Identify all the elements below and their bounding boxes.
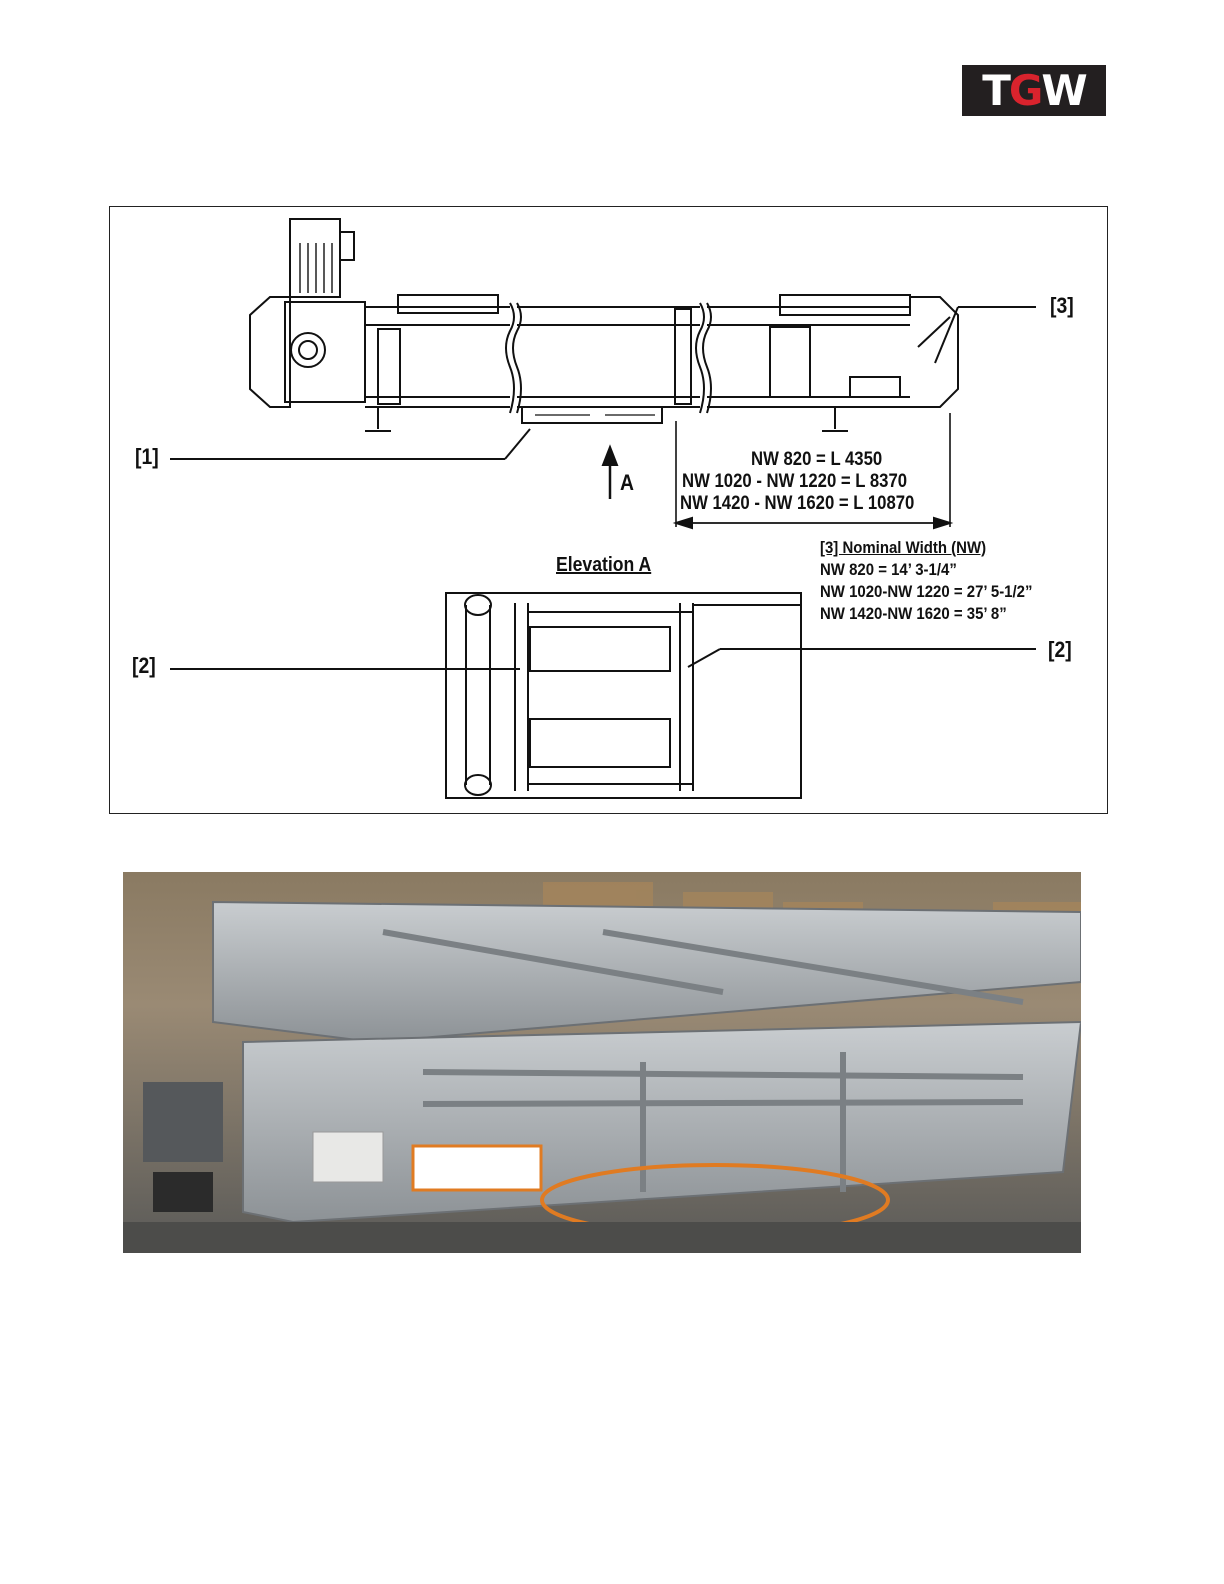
motor-fins bbox=[300, 243, 332, 293]
end-drum bbox=[466, 605, 490, 785]
frame-post-left bbox=[378, 329, 400, 404]
tail-end-housing bbox=[910, 297, 958, 407]
callout-1: [1] bbox=[135, 444, 159, 469]
nominal-width-title: [3] Nominal Width (NW) bbox=[820, 538, 987, 557]
conveyor-photo-illustration bbox=[123, 872, 1081, 1253]
frame-box-right bbox=[770, 327, 810, 397]
length-line-2: NW 1020 - NW 1220 = L 8370 bbox=[682, 471, 908, 492]
cross-members bbox=[528, 605, 801, 784]
frame-rails-right bbox=[707, 307, 910, 407]
conveyor-photo bbox=[123, 872, 1081, 1253]
dim-arrow-left bbox=[676, 518, 692, 528]
foot-left bbox=[365, 407, 391, 431]
nominal-width-line-2: NW 1020-NW 1220 = 27’ 5-1/2” bbox=[820, 582, 1033, 601]
length-line-3: NW 1420 - NW 1620 = L 10870 bbox=[680, 493, 915, 514]
motor-opening bbox=[153, 1172, 213, 1212]
frame-post-mid bbox=[675, 309, 691, 404]
roller-top bbox=[465, 595, 491, 615]
frame-rails-left bbox=[365, 307, 510, 407]
tgw-logo: T G W bbox=[962, 65, 1106, 116]
callout-2-right: [2] bbox=[1048, 637, 1072, 662]
elevation-title: Elevation A bbox=[556, 554, 652, 576]
callout-3: [3] bbox=[1050, 293, 1074, 318]
foot-right bbox=[822, 407, 848, 431]
sensor-block bbox=[850, 377, 900, 397]
nominal-width-line-3: NW 1420-NW 1620 = 35’ 8” bbox=[820, 604, 1007, 623]
nominal-width-line-1: NW 820 = 14’ 3-1/4” bbox=[820, 560, 957, 579]
motor-unit bbox=[143, 1082, 223, 1162]
drive-pulley-hub bbox=[299, 341, 317, 359]
dim-arrow-right bbox=[934, 518, 950, 528]
leader-3-tip bbox=[935, 307, 958, 363]
roller-bottom bbox=[465, 775, 491, 795]
panel-lower bbox=[530, 719, 670, 767]
conveyor-drawing bbox=[110, 207, 1109, 815]
highlight-label-box bbox=[413, 1146, 541, 1190]
technical-drawing-panel bbox=[109, 206, 1108, 814]
drive-pulley bbox=[291, 333, 325, 367]
frame-rails-mid bbox=[517, 307, 700, 407]
motor-terminal-box bbox=[340, 232, 354, 260]
view-arrow-label: A bbox=[620, 470, 634, 495]
panel-upper bbox=[530, 627, 670, 671]
top-rail-right bbox=[780, 295, 910, 315]
view-arrow-head bbox=[603, 447, 617, 465]
callout-2-left: [2] bbox=[132, 653, 156, 678]
length-line-1: NW 820 = L 4350 bbox=[751, 449, 883, 470]
top-rail-left bbox=[398, 295, 498, 313]
floor bbox=[123, 1222, 1081, 1253]
machine-label-plate bbox=[313, 1132, 383, 1182]
side-rails bbox=[515, 603, 693, 791]
tail-plate-line bbox=[918, 317, 950, 347]
leader-1-tip bbox=[505, 429, 530, 459]
